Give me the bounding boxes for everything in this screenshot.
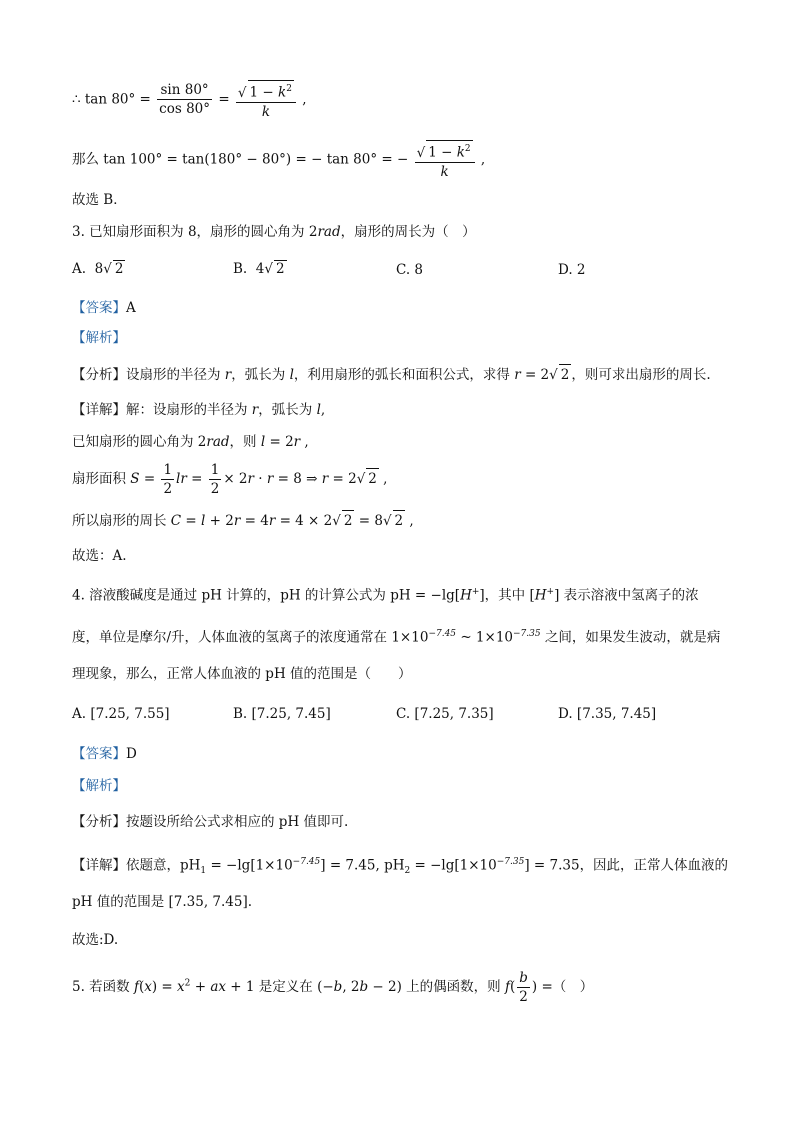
question-4-line1: 4. 溶液酸碱度是通过 pH 计算的，pH 的计算公式为 pH = −lg[H+]，其中 [H+] 表示溶液中氢离子的浓	[72, 587, 699, 604]
conclusion-q2: 故选 B．	[72, 192, 127, 208]
q4-answer: 【答案】D	[72, 746, 137, 762]
q4-detail-1: 【详解】依题意，$pH_1 = -\lg[1\times 10^{-7.45}] = 7.45$, $pH_2 = -\lg[1\times 10^{-7.35}] = 7.35$，因此，正常人体血液的	[72, 857, 729, 877]
q3-option-b: B. 4√ 2	[233, 261, 285, 277]
question-4-line3: 理现象，那么，正常人体血液的 pH 值的范围是（ ）	[72, 666, 412, 682]
question-5: 5. 若函数 $f(x) = x^2$ + ax + 1 是定义在 (−b, 2b − 2) 上的偶函数，则 f( $\frac{b}{2}$ ) =（ ）	[72, 970, 594, 1005]
formula-tan100: 那么 tan 100° = tan(180° − 80°) = − tan 80° = − $\frac{√ 1 - k^2}{k}$ ,	[72, 140, 485, 180]
q3-answer: 【答案】A	[72, 300, 136, 316]
fraction-sin-cos: $\frac{\sin 80^\circ}{\cos 80^\circ}$	[159, 82, 211, 118]
q3-detail-3: 扇形面积 S = $\frac{1}{2}$ lr = $\frac{1}{2}$ × 2r · r = 8 ⇒ r = 2√ 2 ,	[72, 462, 388, 497]
question-3: 3. 已知扇形面积为 8，扇形的圆心角为 2rad，扇形的周长为（ ）	[72, 224, 476, 240]
q4-analysis-label: 【解析】	[72, 778, 126, 794]
fraction-sqrt-k: $\frac{√ 1 - k^2}{k}$	[236, 80, 296, 120]
formula-tan80: ∴ tan 80° = $\frac{\sin 80^\circ}{\cos 80^\circ}$ = $\frac{√ 1 - k^2}{k}$ ,	[72, 80, 307, 120]
q3-detail-2: 已知扇形的圆心角为 2rad，则 l = 2r ,	[72, 434, 309, 450]
q4-option-b: B. [7.25, 7.45]	[233, 706, 331, 722]
fraction-sqrt-k-2: $\frac{√ 1 - k^2}{k}$	[415, 140, 475, 180]
q3-option-c: C. 8	[396, 262, 424, 278]
question-4-line2: 度，单位是摩尔/升，人体血液的氢离子的浓度通常在 $1\times 10^{-7.45}$ ~ $1\times 10^{-7.35}$ 之间，如果发生波动，就是病	[72, 629, 721, 646]
q4-detail-2: pH 值的范围是 [7.35, 7.45].	[72, 894, 253, 910]
q3-option-d: D. 2	[558, 262, 586, 278]
q4-option-d: D. [7.35, 7.45]	[558, 706, 657, 722]
q3-detail-4: 所以扇形的周长 C = l + 2r = 4r = 4 × 2√ 2 = 8√ 2 ,	[72, 510, 414, 531]
q4-analysis: 【分析】按题设所给公式求相应的 pH 值即可.	[72, 814, 349, 830]
q3-analysis: 【分析】设扇形的半径为 r，弧长为 l，利用扇形的弧长和面积公式，求得 r = 2√ 2 ，则可求出扇形的周长.	[72, 364, 711, 385]
q4-option-c: C. [7.25, 7.35]	[396, 706, 494, 722]
q3-analysis-label: 【解析】	[72, 330, 126, 346]
q4-conclusion: 故选:D.	[72, 932, 119, 948]
q4-option-a: A. [7.25, 7.55]	[72, 706, 170, 722]
q3-option-a: A. 8√ 2	[72, 261, 124, 277]
q3-conclusion: 故选：A.	[72, 548, 127, 564]
q3-detail-1: 【详解】解：设扇形的半径为 r，弧长为 l,	[72, 402, 326, 418]
